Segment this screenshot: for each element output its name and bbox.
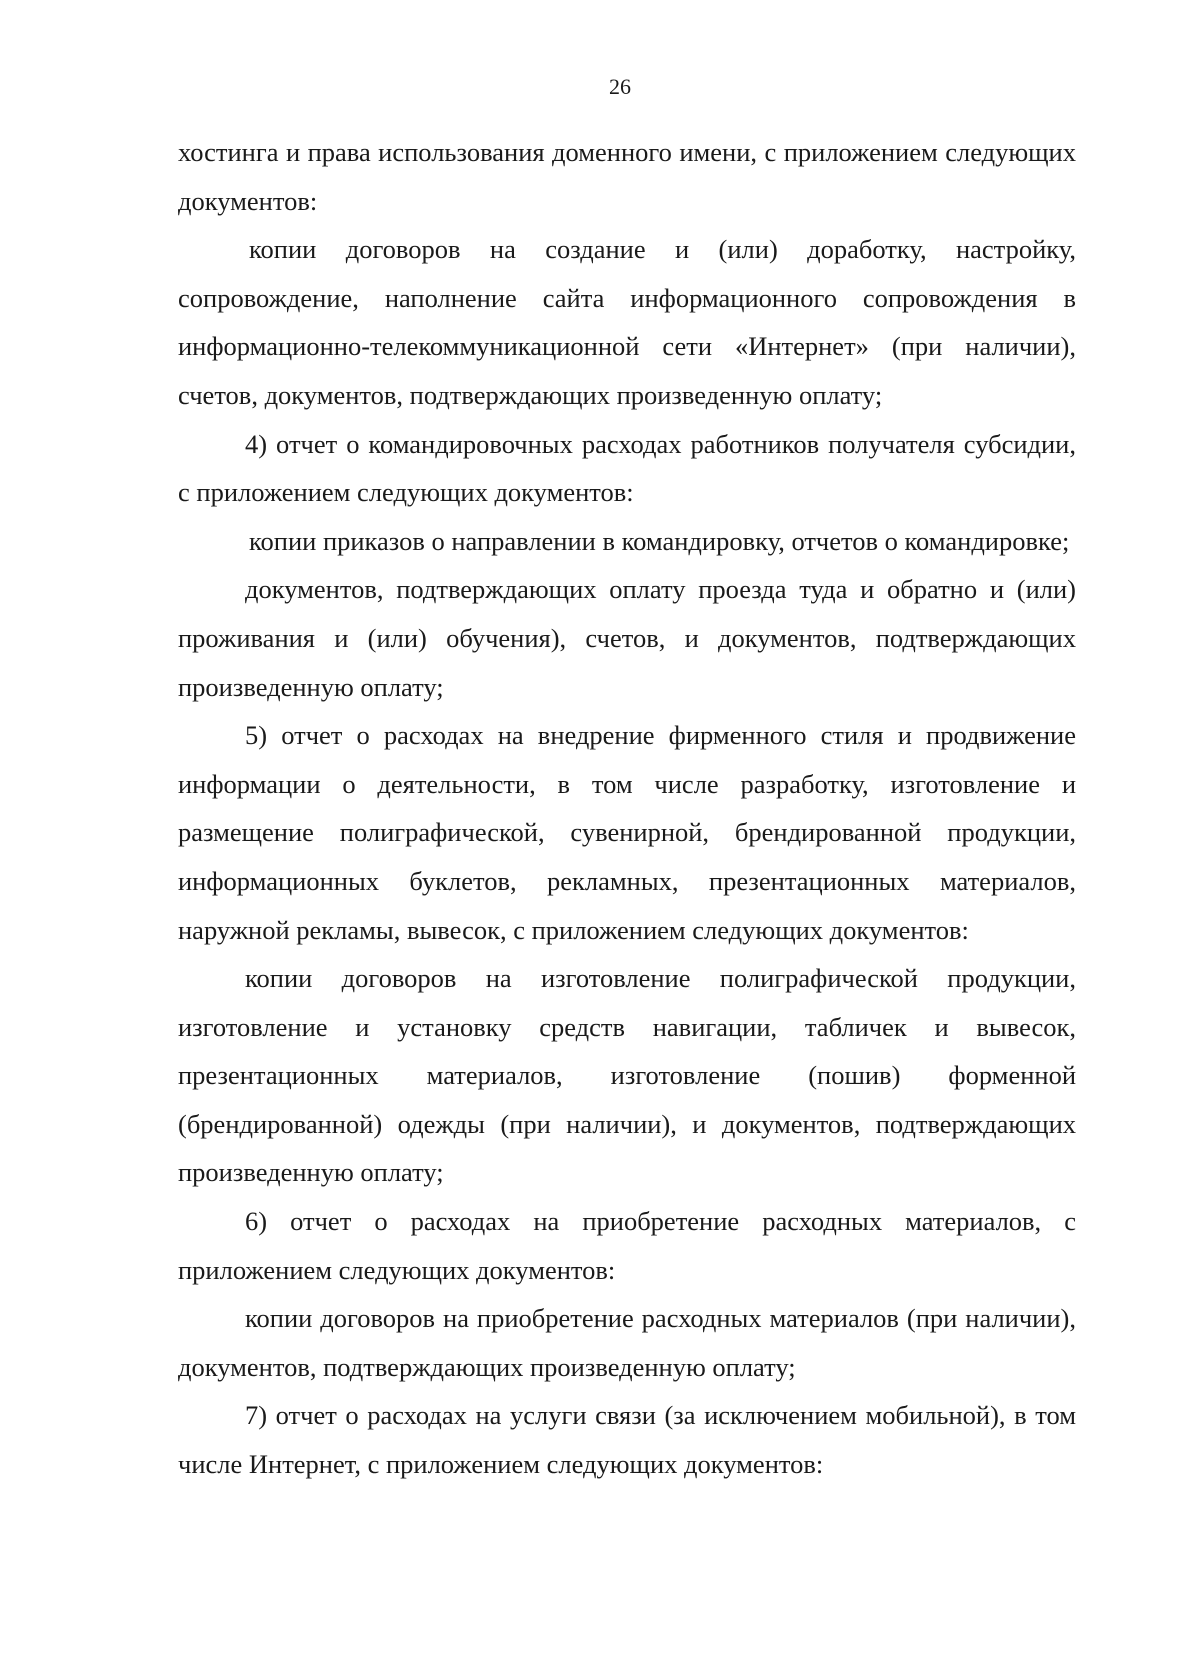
paragraph: копии приказов о направлении в командировку, отчетов о командировке; (249, 525, 1070, 556)
paragraph: 6) отчет о расходах на приобретение расходных материалов, с приложением следующих документов: (178, 1206, 1076, 1285)
paragraph: копии договоров на создание и (или) доработку, настройку, сопровождение, наполнение сайта информационного сопровождения в информационно-телекоммуникационной сети «Интернет» (при наличии), счетов, документов, подтверждающих произведенную оплату; (178, 234, 1076, 410)
paragraph: документов, подтверждающих оплату проезда туда и обратно и (или) проживания и (или) обучения), счетов, и документов, подтверждающих произведенную оплату; (178, 574, 1076, 702)
paragraph: 5) отчет о расходах на внедрение фирменного стиля и продвижение информации о деятельности, в том числе разработку, изготовление и размещение полиграфической, сувенирной, брендированной продукции, информационных буклетов, рекламных, презентационных материалов, наружной рекламы, вывесок, с приложением следующих документов: (178, 720, 1076, 945)
document-body (178, 128, 1076, 1489)
paragraph: копии договоров на приобретение расходных материалов (при наличии), документов, подтверждающих произведенную оплату; (178, 1303, 1076, 1382)
page-number: 26 (609, 74, 631, 99)
paragraph: хостинга и права использования доменного имени, с приложением следующих документов: (178, 137, 1076, 216)
paragraph: копии договоров на изготовление полиграфической продукции, изготовление и установку средств навигации, табличек и вывесок, презентационных материалов, изготовление (пошив) форменной (брендированной) одежды (при наличии), и документов, подтверждающих произведенную оплату; (178, 963, 1076, 1188)
paragraph: 7) отчет о расходах на услуги связи (за исключением мобильной), в том числе Интернет, с приложением следующих документов: (178, 1400, 1076, 1480)
paragraph: 4) отчет о командировочных расходах работников получателя субсидии, с приложением следующих документов: (178, 428, 1076, 508)
